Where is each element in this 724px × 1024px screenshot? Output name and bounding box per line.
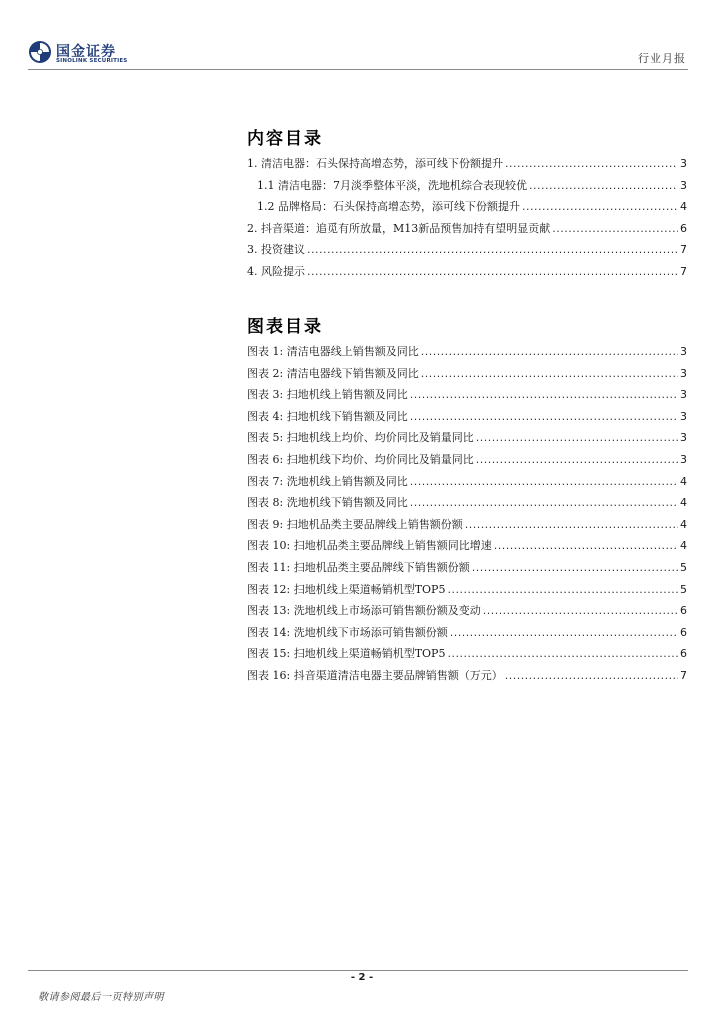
figure-entry[interactable] (247, 645, 687, 667)
dot-leader (410, 410, 678, 423)
figures-list (247, 343, 687, 689)
contents-entry[interactable] (247, 177, 687, 199)
figure-entry-label: 图表 1: 清洁电器线上销售额及同比 (247, 345, 419, 358)
contents-entry-page: 7 (680, 243, 687, 257)
logo-chinese-name: 国金证券 (56, 44, 116, 60)
page-header (0, 0, 724, 72)
figure-entry[interactable] (247, 559, 687, 581)
dot-leader (421, 345, 678, 358)
figure-entry-page: 5 (680, 582, 687, 596)
figure-entry[interactable] (247, 516, 687, 538)
dot-leader (552, 222, 678, 235)
contents-entry-label: 1.1 清洁电器：7月淡季整体平淡，洗地机综合表现较优 (257, 178, 527, 192)
contents-entry-label: 1.2 品牌格局：石头保持高增态势，添可线下份额提升 (257, 200, 520, 214)
dot-leader (447, 583, 678, 596)
contents-entry-label: 3. 投资建议 (247, 243, 305, 257)
dot-leader (410, 496, 678, 509)
page-number: - 2 - (350, 972, 374, 983)
dot-leader (421, 367, 678, 380)
dot-leader (483, 604, 678, 617)
dot-leader (476, 431, 678, 444)
figure-entry-label: 图表 2: 清洁电器线下销售额及同比 (247, 366, 419, 380)
contents-entry-page: 3 (680, 178, 687, 192)
figure-entry-label: 图表 6: 扫地机线下均价、均价同比及销量同比 (247, 452, 474, 466)
figure-entry-label: 图表 13: 洗地机线上市场添可销售额份额及变动 (247, 604, 481, 618)
dot-leader (307, 265, 678, 278)
dot-leader (494, 539, 678, 552)
figure-entry-page: 3 (680, 452, 687, 466)
figure-entry-page: 4 (680, 539, 687, 553)
contents-entry[interactable] (247, 198, 687, 220)
header-divider (28, 69, 688, 70)
figure-entry-page: 6 (680, 625, 687, 639)
figure-entry-label: 图表 14: 洗地机线下市场添可销售额份额 (247, 625, 448, 639)
figure-entry[interactable] (247, 624, 687, 646)
dot-leader (529, 179, 678, 192)
dot-leader (307, 243, 678, 256)
figure-entry-page: 4 (680, 474, 687, 488)
contents-entry-label: 1. 清洁电器：石头保持高增态势，添可线下份额提升 (247, 157, 503, 170)
dot-leader (476, 453, 678, 466)
figure-entry[interactable] (247, 602, 687, 624)
figure-entry-page: 3 (680, 409, 687, 423)
figure-entry-label: 图表 9: 扫地机品类主要品牌线上销售额份额 (247, 517, 463, 531)
figure-entry[interactable] (247, 667, 687, 689)
dot-leader (522, 200, 678, 213)
logo-english-name: SINOLINK SECURITIES (56, 58, 128, 64)
dot-leader (465, 518, 678, 531)
figure-entry[interactable] (247, 429, 687, 451)
dot-leader (505, 157, 678, 170)
report-type-label: 行业月报 (638, 52, 686, 65)
disclaimer-note: 敬请参阅最后一页特别声明 (38, 992, 164, 1003)
contents-entry-label: 2. 抖音渠道：追觅有所放量，M13新品预售加持有望明显贡献 (247, 221, 551, 235)
contents-list (247, 155, 687, 285)
contents-entry-page: 7 (680, 264, 687, 278)
dot-leader (410, 388, 678, 401)
dot-leader (410, 475, 678, 488)
figure-entry-page: 7 (680, 668, 687, 682)
figure-entry-page: 4 (680, 496, 687, 510)
figure-entry[interactable] (247, 451, 687, 473)
contents-entry[interactable] (247, 241, 687, 263)
figure-entry[interactable] (247, 581, 687, 603)
figure-entry[interactable] (247, 408, 687, 430)
dot-leader (447, 647, 678, 660)
figure-entry-page: 3 (680, 366, 687, 380)
contents-entry[interactable] (247, 155, 687, 177)
figure-entry-label: 图表 3: 扫地机线上销售额及同比 (247, 388, 408, 402)
contents-entry-label: 4. 风险提示 (247, 264, 305, 278)
contents-entry-page: 3 (680, 157, 687, 170)
figures-heading: 图表目录 (247, 317, 323, 337)
figure-entry-label: 图表 8: 洗地机线下销售额及同比 (247, 496, 408, 510)
figure-entry-page: 3 (680, 345, 687, 358)
figure-entry-label: 图表 5: 扫地机线上均价、均价同比及销量同比 (247, 431, 474, 445)
figure-entry[interactable] (247, 494, 687, 516)
figure-entry-label: 图表 10: 扫地机品类主要品牌线上销售额同比增速 (247, 539, 492, 553)
contents-entry-page: 6 (680, 221, 687, 235)
contents-entry[interactable] (247, 263, 687, 285)
contents-entry-page: 4 (680, 200, 687, 214)
figure-entry-page: 6 (680, 647, 687, 661)
figure-entry-page: 3 (680, 431, 687, 445)
figure-entry-label: 图表 16: 抖音渠道清洁电器主要品牌销售额（万元） (247, 668, 503, 682)
dot-leader (450, 626, 678, 639)
figure-entry[interactable] (247, 473, 687, 495)
figure-entry-label: 图表 11: 扫地机品类主要品牌线下销售额份额 (247, 560, 470, 574)
dot-leader (472, 561, 678, 574)
footer-divider (28, 970, 688, 971)
sinolink-logo-icon (28, 40, 52, 64)
figure-entry[interactable] (247, 537, 687, 559)
figure-entry[interactable] (247, 365, 687, 387)
figure-entry-page: 4 (680, 517, 687, 531)
figure-entry-page: 6 (680, 604, 687, 618)
dot-leader (505, 669, 678, 682)
figure-entry[interactable] (247, 386, 687, 408)
figure-entry-label: 图表 12: 扫地机线上渠道畅销机型TOP5 (247, 582, 446, 596)
contents-heading: 内容目录 (247, 129, 323, 149)
figure-entry-label: 图表 15: 扫地机线上渠道畅销机型TOP5 (247, 647, 446, 661)
figure-entry[interactable] (247, 343, 687, 365)
figure-entry-label: 图表 7: 洗地机线上销售额及同比 (247, 474, 408, 488)
company-logo (28, 40, 138, 68)
figure-entry-label: 图表 4: 扫地机线下销售额及同比 (247, 409, 408, 423)
contents-entry[interactable] (247, 220, 687, 242)
figure-entry-page: 3 (680, 388, 687, 402)
figure-entry-page: 5 (680, 560, 687, 574)
